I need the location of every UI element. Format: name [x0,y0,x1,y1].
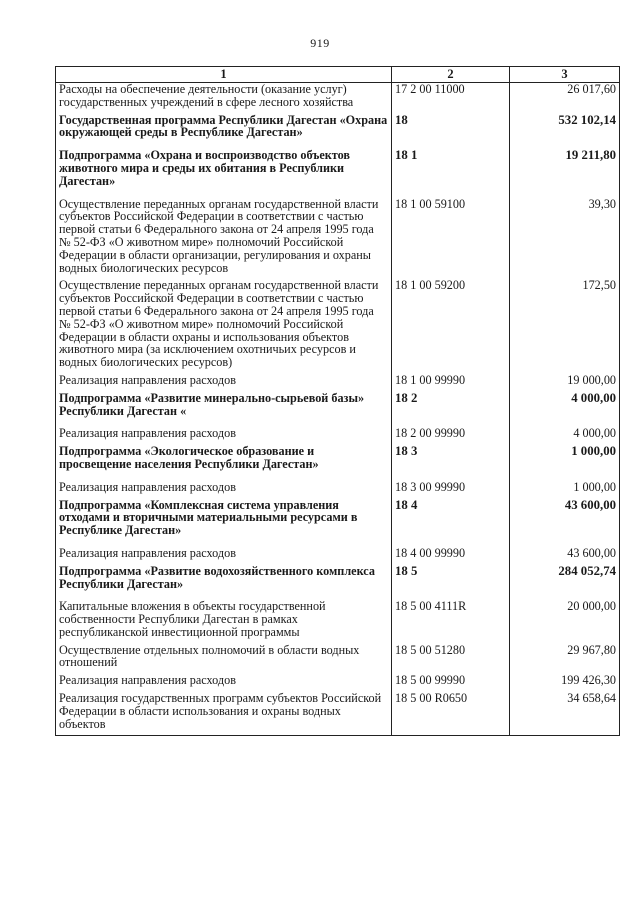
row-amount-text: 199 426,30 [561,673,616,688]
row-amount-text: 1 000,00 [573,479,616,494]
row-name-text: Осуществление переданных органам государственной власти субъектов Российской Федерации в соответствии с частью первой статьи 6 Федерального закона от 24 апреля 1995 года № 52-ФЗ «О животном мире» полномочий Российской Федерации в области организации, регулирования и охраны водных биологических ресурсов [59,196,379,275]
row-name-cell [56,83,392,114]
row-name-text: Реализация направления расходов [59,426,236,441]
row-amount-cell [510,674,620,692]
row-name-text: Подпрограмма «Экологическое образование и просвещение населения Республики Дагестан» [59,444,319,471]
table-body [56,83,620,736]
row-name-cell [56,427,392,445]
row-code-cell [392,114,510,150]
row-code-text: 18 5 00 99990 [395,673,466,688]
row-name-cell [56,600,392,643]
row-name-text: Подпрограмма «Охрана и воспроизводство объектов животного мира и среды их обитания в Республики Дагестан» [59,148,350,188]
row-code-cell [392,374,510,392]
program-row [56,565,620,601]
row-amount-text: 4 000,00 [571,390,616,405]
row-name-text: Реализация направления расходов [59,545,236,560]
row-name-cell [56,279,392,374]
row-amount-cell [510,692,620,736]
row-amount-cell [510,600,620,643]
row-code-text: 18 2 [395,390,418,405]
table-row [56,279,620,374]
row-code-cell [392,427,510,445]
row-code-cell [392,600,510,643]
row-name-text: Реализация направления расходов [59,673,236,688]
row-amount-text: 29 967,80 [567,642,616,657]
row-amount-cell [510,427,620,445]
row-code-text: 18 5 00 R0650 [395,691,468,706]
row-amount-cell [510,374,620,392]
row-amount-text: 284 052,74 [558,563,616,578]
row-code-text: 18 2 00 99990 [395,426,466,441]
row-code-text: 18 5 [395,563,418,578]
row-code-text: 17 2 00 11000 [395,82,465,96]
row-amount-text: 1 000,00 [571,444,616,459]
row-amount-text: 26 017,60 [567,82,616,96]
row-name-cell [56,198,392,280]
row-name-cell [56,674,392,692]
row-amount-text: 43 600,00 [564,497,616,512]
row-code-cell [392,674,510,692]
row-name-text: Расходы на обеспечение деятельности (оказание услуг) государственных учреждений в сфере лесного хозяйства [59,82,354,109]
row-amount-text: 19 211,80 [565,148,616,163]
row-amount-text: 172,50 [582,278,616,293]
program-row [56,445,620,481]
row-code-text: 18 1 00 59200 [395,278,466,293]
program-row [56,149,620,197]
row-code-cell [392,565,510,601]
row-code-cell [392,499,510,547]
row-code-cell [392,644,510,675]
row-name-cell [56,114,392,150]
row-name-text: Подпрограмма «Комплексная система управления отходами и вторичными материальными ресурсами в Республике Дагестан» [59,497,358,538]
row-code-cell [392,547,510,565]
row-amount-cell [510,644,620,675]
table-row [56,83,620,114]
row-code-cell [392,445,510,481]
table-row [56,644,620,675]
row-name-text: Капитальные вложения в объекты государственной собственности Республики Дагестан в рамках республиканской инвестиционной программы [59,599,326,639]
row-name-text: Государственная программа Республики Дагестан «Охрана окружающей среды в Республике Дагестан» [59,112,388,140]
table-header [56,67,620,83]
row-amount-cell [510,83,620,114]
row-code-text: 18 4 [395,497,418,512]
row-amount-cell [510,445,620,481]
row-amount-text: 43 600,00 [567,545,616,560]
row-code-cell [392,198,510,280]
row-name-text: Подпрограмма «Развитие водохозяйственного комплекса Республики Дагестан» [59,563,375,591]
table-row [56,427,620,445]
row-code-text: 18 1 00 99990 [395,372,466,387]
budget-table [55,66,620,736]
row-amount-text: 20 000,00 [567,599,616,614]
row-name-text: Осуществление отдельных полномочий в области водных отношений [59,642,360,670]
row-name-cell [56,374,392,392]
row-code-cell [392,83,510,114]
row-code-text: 18 5 00 4111R [395,599,467,614]
table-row [56,547,620,565]
row-name-cell [56,499,392,547]
page-number: 919 [310,36,330,50]
row-code-text: 18 4 00 99990 [395,545,466,560]
header-col-2: 2 [392,67,510,83]
row-name-cell [56,481,392,499]
row-name-cell [56,565,392,601]
row-amount-cell [510,547,620,565]
row-code-text: 18 3 [395,444,418,459]
header-row [56,67,620,83]
program-row [56,392,620,428]
table-row [56,692,620,736]
row-amount-cell [510,198,620,280]
row-amount-cell [510,392,620,428]
row-amount-cell [510,499,620,547]
row-name-cell [56,644,392,675]
row-name-text: Осуществление переданных органам государственной власти субъектов Российской Федерации в соответствии с частью первой статьи 6 Федерального закона от 24 апреля 1995 года № 52-ФЗ «О животном мире» полномочий Российской Федерации в области охраны и использования объектов животного мира (за исключением охотничьих ресурсов и водных биологических ресурсов) [59,278,379,370]
row-amount-text: 19 000,00 [567,372,616,387]
row-name-text: Подпрограмма «Развитие минерально-сырьевой базы» Республики Дагестан « [59,390,365,418]
row-code-cell [392,149,510,197]
row-amount-cell [510,481,620,499]
row-name-text: Реализация направления расходов [59,372,236,387]
table-row [56,600,620,643]
program-row [56,499,620,547]
row-name-text: Реализация направления расходов [59,479,236,494]
row-amount-cell [510,114,620,150]
header-col-1: 1 [56,67,392,83]
row-amount-text: 532 102,14 [558,112,616,127]
program-row [56,114,620,150]
row-name-cell [56,149,392,197]
row-code-text: 18 [395,112,408,127]
row-name-cell [56,392,392,428]
header-col-3: 3 [510,67,620,83]
table-row [56,374,620,392]
table-row [56,674,620,692]
row-amount-text: 39,30 [588,196,616,211]
row-code-cell [392,392,510,428]
row-code-cell [392,692,510,736]
row-name-cell [56,692,392,736]
table-row [56,198,620,280]
row-name-text: Реализация государственных программ субъектов Российской Федерации в области использования и охраны водных объектов [59,691,382,731]
row-code-text: 18 1 00 59100 [395,196,466,211]
row-code-text: 18 3 00 99990 [395,479,466,494]
table-row [56,481,620,499]
row-name-cell [56,445,392,481]
row-amount-cell [510,565,620,601]
row-code-text: 18 1 [395,148,418,163]
row-amount-cell [510,149,620,197]
row-name-cell [56,547,392,565]
row-code-cell [392,481,510,499]
row-code-text: 18 5 00 51280 [395,642,466,657]
row-code-cell [392,279,510,374]
row-amount-text: 34 658,64 [567,691,616,706]
row-amount-text: 4 000,00 [573,426,616,441]
row-amount-cell [510,279,620,374]
